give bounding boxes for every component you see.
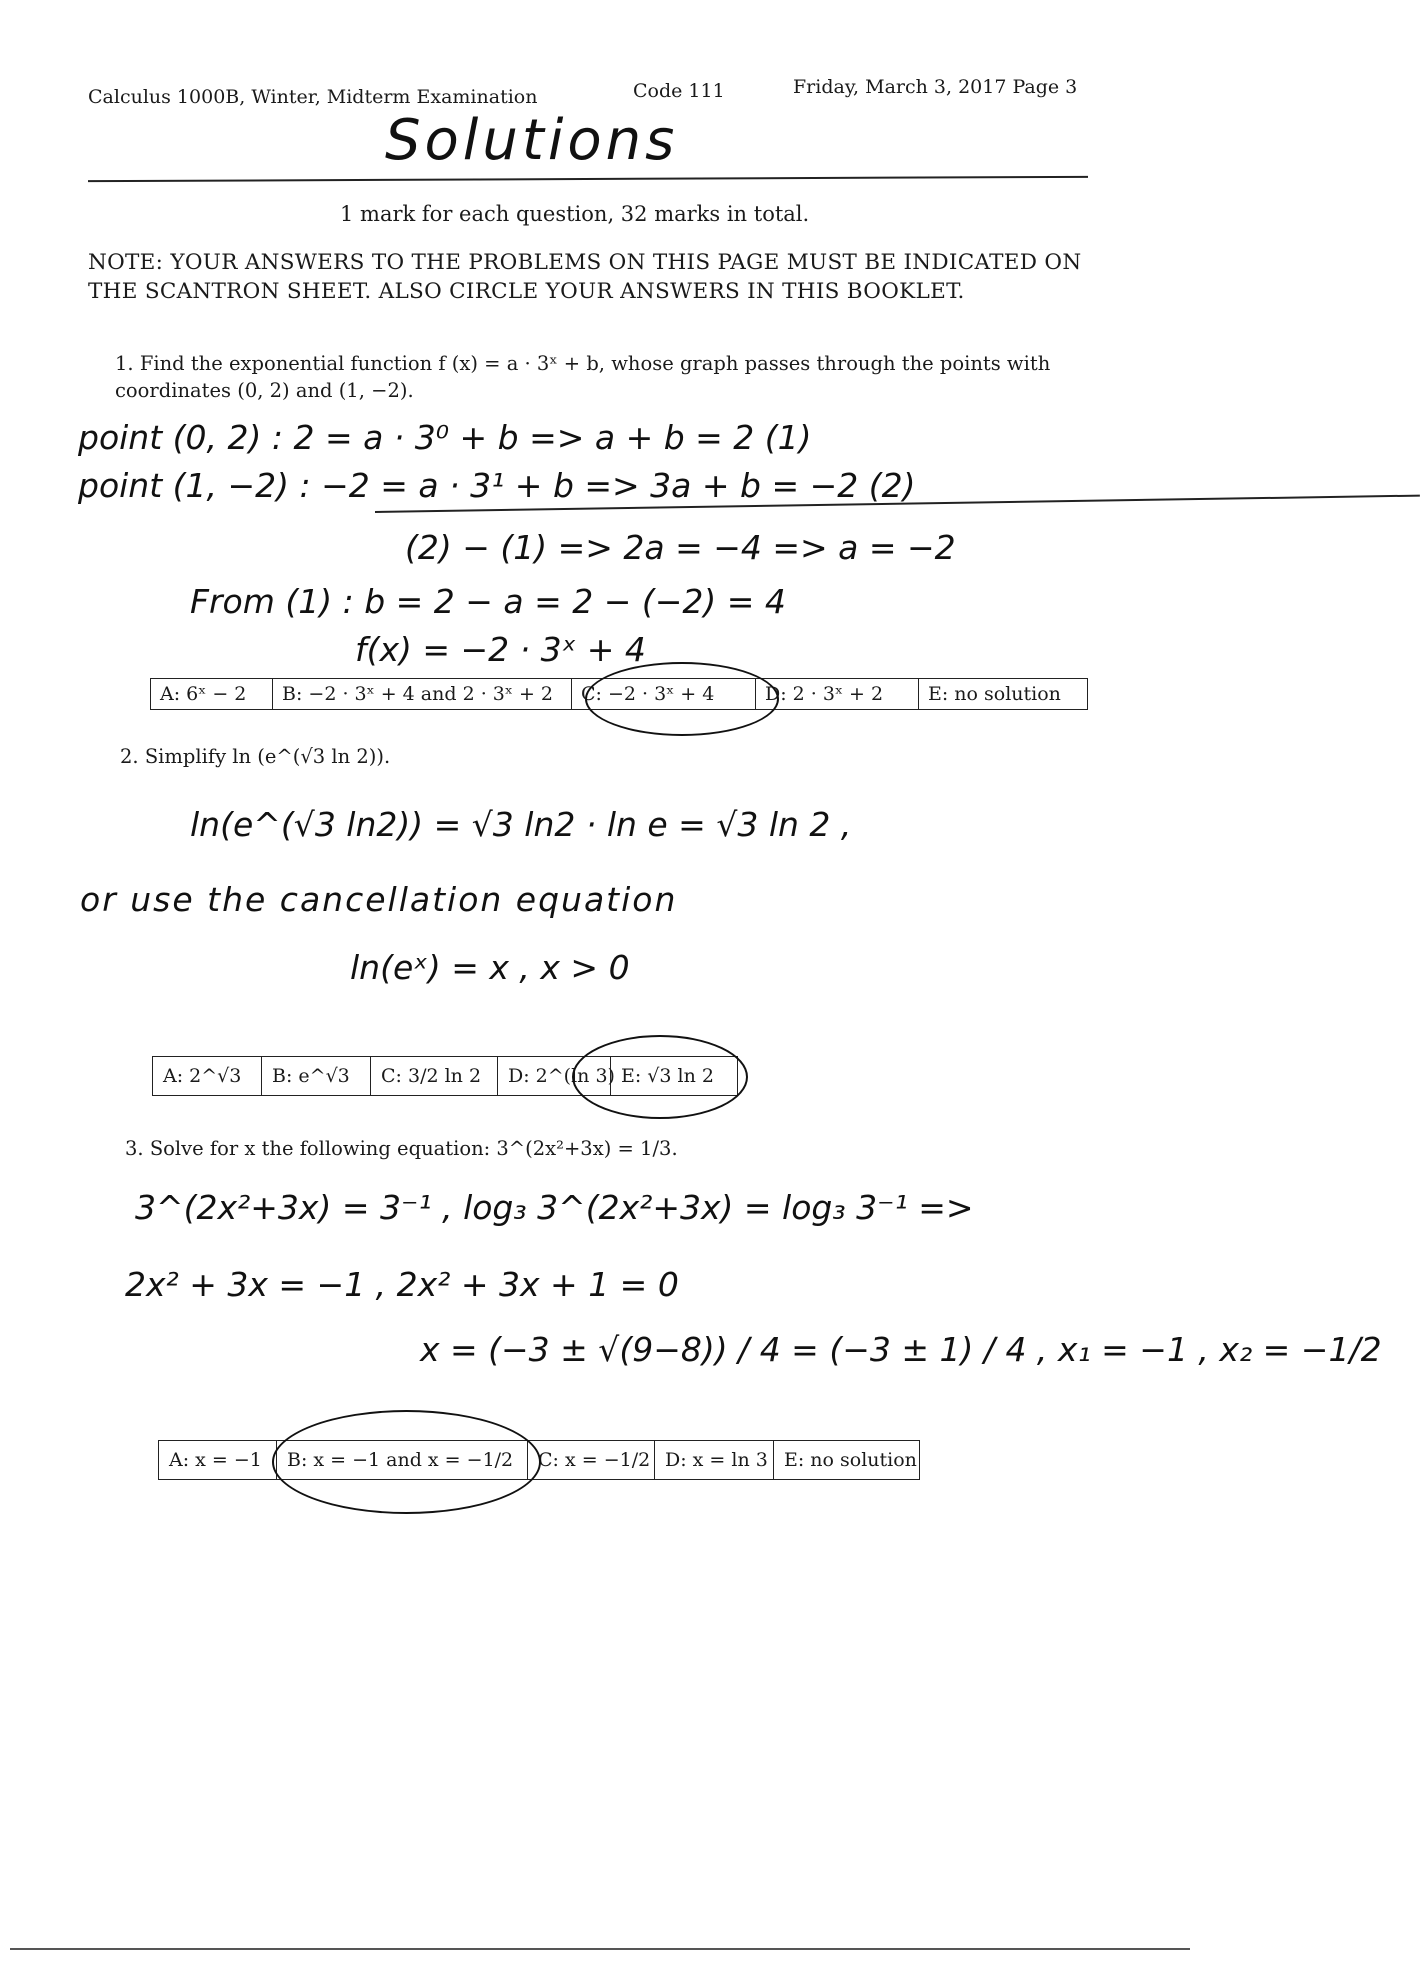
q2-work-line-1: ln(e^(√3 ln2)) = √3 ln2 · ln e = √3 ln 2 ,	[190, 805, 852, 844]
q3-option-d[interactable]: D: x = ln 3	[655, 1441, 774, 1479]
q2-answer-circle	[572, 1035, 748, 1119]
question-text: Simplify ln (e^(√3 ln 2)).	[144, 745, 391, 768]
scantron-note: NOTE: YOUR ANSWERS TO THE PROBLEMS ON THIS PAGE MUST BE INDICATED ON THE SCANTRON SHEET. ALSO CIRCLE YOUR ANSWERS IN THIS BOOKLET.	[88, 250, 1082, 304]
q1-work-line-4: From (1) : b = 2 − a = 2 − (−2) = 4	[190, 582, 786, 621]
q2-option-d[interactable]: D: 2^(ln 3)	[498, 1057, 611, 1095]
q3-option-e[interactable]: E: no solution	[784, 1449, 917, 1471]
course-title: Calculus 1000B, Winter, Midterm Examination	[88, 86, 538, 108]
q3-work-line-3: x = (−3 ± √(9−8)) / 4 = (−3 ± 1) / 4 , x₁ = −1 , x₂ = −1/2	[420, 1330, 1382, 1369]
question-number: 1.	[115, 352, 134, 375]
q3-work-line-1: 3^(2x²+3x) = 3⁻¹ , log₃ 3^(2x²+3x) = log₃ 3⁻¹ =>	[135, 1188, 974, 1227]
q3-option-a[interactable]: A: x = −1	[159, 1441, 277, 1479]
q3-option-c[interactable]: C: x = −1/2	[528, 1441, 655, 1479]
q2-work-line-3: ln(eˣ) = x , x > 0	[350, 948, 630, 987]
q3-answer-circle	[272, 1410, 541, 1514]
q1-work-line-5: f(x) = −2 · 3ˣ + 4	[355, 630, 646, 669]
title-rule	[88, 176, 1088, 182]
q1-option-a[interactable]: A: 6ˣ − 2	[151, 679, 273, 709]
q1-option-d[interactable]: D: 2 · 3ˣ + 2	[756, 679, 919, 709]
question-text: Solve for x the following equation: 3^(2x²+3x) = 1/3.	[149, 1137, 678, 1160]
question-number: 2.	[120, 745, 139, 768]
q3-work-line-2: 2x² + 3x = −1 , 2x² + 3x + 1 = 0	[125, 1265, 679, 1304]
q2-option-b[interactable]: B: e^√3	[262, 1057, 371, 1095]
q1-answer-circle	[585, 662, 779, 736]
q1-work-line-1: point (0, 2) : 2 = a · 3⁰ + b => a + b = 2 (1)	[78, 418, 812, 457]
q1-option-b[interactable]: B: −2 · 3ˣ + 4 and 2 · 3ˣ + 2	[273, 679, 572, 709]
handwritten-title: Solutions	[385, 108, 679, 173]
q1-work-line-2: point (1, −2) : −2 = a · 3¹ + b => 3a + b = −2 (2)	[78, 466, 916, 505]
q2-work-line-2: or use the cancellation equation	[80, 880, 678, 919]
q3-option-b[interactable]: B: x = −1 and x = −1/2	[277, 1441, 528, 1479]
q2-option-c[interactable]: C: 3/2 ln 2	[371, 1057, 498, 1095]
q2-option-a[interactable]: A: 2^√3	[153, 1057, 262, 1095]
q2-option-e[interactable]: E: √3 ln 2	[621, 1065, 714, 1087]
question-2-prompt	[120, 743, 390, 770]
question-number: 3.	[125, 1137, 144, 1160]
q1-option-e[interactable]: E: no solution	[928, 683, 1061, 705]
q1-work-line-3: (2) − (1) => 2a = −4 => a = −2	[405, 528, 956, 567]
bottom-rule	[10, 1948, 1190, 1950]
marks-info: 1 mark for each question, 32 marks in total.	[340, 202, 810, 226]
question-3-prompt	[125, 1135, 678, 1162]
date-page: Friday, March 3, 2017 Page 3	[793, 76, 1078, 98]
question-1-prompt	[115, 350, 1095, 404]
q1-option-c[interactable]: C: −2 · 3ˣ + 4	[572, 679, 756, 709]
exam-code: Code 111	[633, 80, 725, 102]
question-text: Find the exponential function f (x) = a · 3ˣ + b, whose graph passes through the points with coordinates (0, 2) and (1, −2).	[115, 352, 1051, 402]
